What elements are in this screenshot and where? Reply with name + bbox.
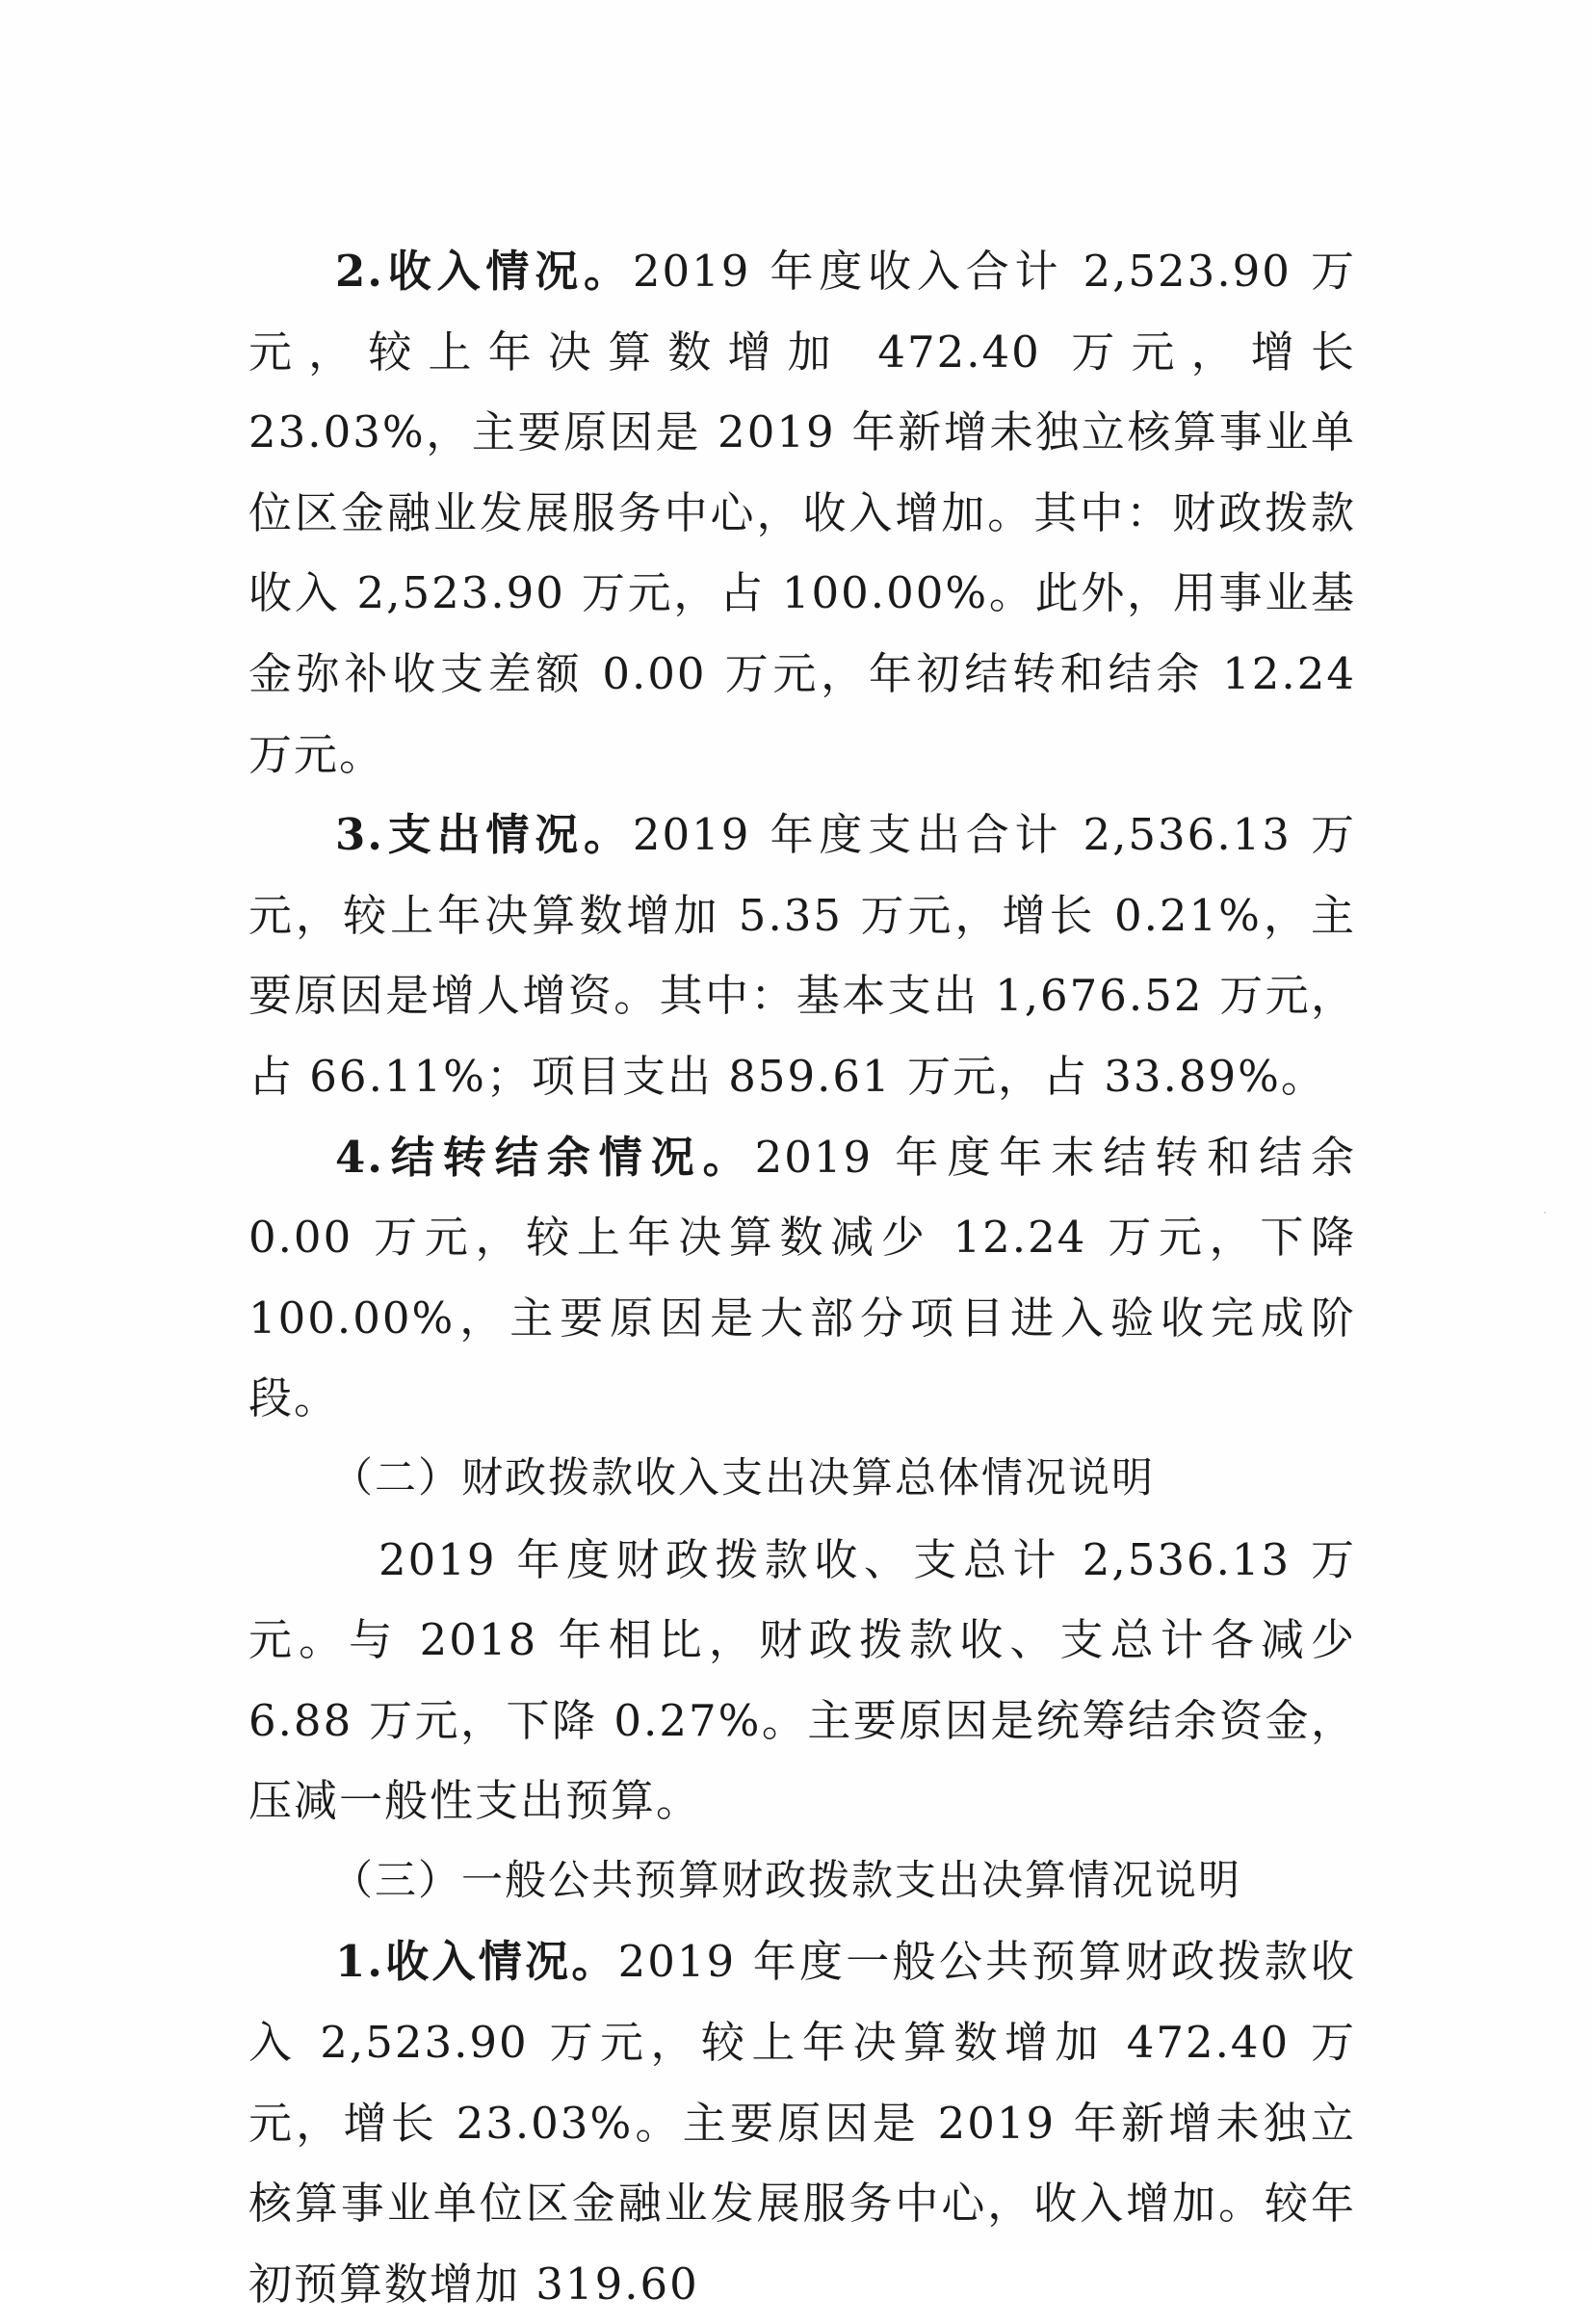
paragraph-text: 2019 年度收入合计 2,523.90 万元，较上年决算数增加 472.40 万元，增长 23.03%，主要原因是 2019 年新增未独立核算事业单位区金融业发展服务中心，收入增加。其中：财政拨款收入 2,523.90 万元，占 100.00%。此外，用事业基金弥补收支差额 0.00 万元，年初结转和结余 12.24 万元。 bbox=[248, 246, 1356, 780]
paragraph-lead: 4.结转结余情况。 bbox=[335, 1131, 755, 1183]
document-body bbox=[248, 231, 1356, 2324]
paragraph-expenditure bbox=[248, 795, 1356, 1116]
paragraph-lead: 2.收入情况。 bbox=[335, 246, 633, 297]
paragraph-carryover bbox=[248, 1117, 1356, 1439]
paragraph-lead: 1.收入情况。 bbox=[335, 1936, 618, 1988]
paragraph-text: 2019 年度支出合计 2,536.13 万元，较上年决算数增加 5.35 万元，增长 0.21%，主要原因是增人增资。其中：基本支出 1,676.52 万元，占 66.11%；项目支出 859.61 万元，占 33.89%。 bbox=[248, 809, 1356, 1102]
paragraph-lead: 3.支出情况。 bbox=[335, 809, 633, 861]
section-heading-2: （二）财政拨款收入支出决算总体情况说明 bbox=[331, 1453, 1155, 1502]
paragraph-text: 2019 年度年末结转和结余 0.00 万元，较上年决算数减少 12.24 万元，下降 100.00%，主要原因是大部分项目进入验收完成阶段。 bbox=[248, 1131, 1357, 1424]
paragraph-general-budget-income bbox=[248, 1921, 1356, 2324]
paragraph-income bbox=[248, 231, 1356, 795]
paragraph-fiscal-total: 2019 年度财政拨款收、支总计 2,536.13 万元。与 2018 年相比，财政拨款收、支总计各减少 6.88 万元，下降 0.27%。主要原因是统筹结余资金，压减一般性支出预算。 bbox=[248, 1533, 1356, 1827]
scan-speck bbox=[1544, 1212, 1546, 1214]
paragraph-text: 2019 年度一般公共预算财政拨款收入 2,523.90 万元，较上年决算数增加 472.40 万元，增长 23.03%。主要原因是 2019 年新增未独立核算事业单位区金融业发展服务中心，收入增加。较年初预算数增加 319.60 bbox=[248, 1936, 1357, 2310]
section-heading-3: （三）一般公共预算财政拨款支出决算情况说明 bbox=[331, 1856, 1241, 1905]
